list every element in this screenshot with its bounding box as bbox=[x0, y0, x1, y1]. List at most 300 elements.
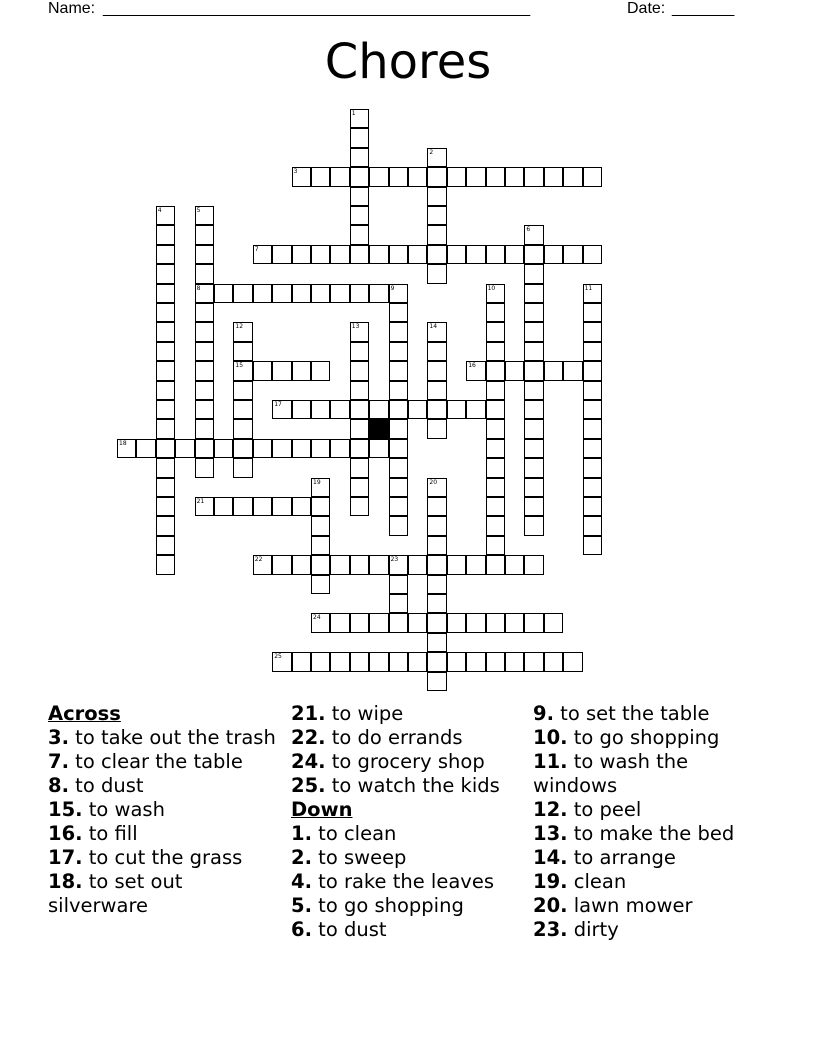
grid-cell[interactable] bbox=[311, 400, 330, 419]
grid-cell[interactable] bbox=[524, 167, 543, 186]
grid-cell[interactable] bbox=[389, 439, 408, 458]
grid-cell[interactable] bbox=[233, 381, 252, 400]
grid-cell[interactable] bbox=[524, 303, 543, 322]
grid-cell[interactable] bbox=[292, 245, 311, 264]
grid-cell[interactable] bbox=[369, 400, 388, 419]
grid-cell[interactable] bbox=[524, 555, 543, 574]
grid-cell[interactable] bbox=[505, 652, 524, 671]
grid-cell[interactable] bbox=[583, 342, 602, 361]
grid-cell[interactable] bbox=[311, 478, 330, 497]
grid-cell[interactable] bbox=[272, 245, 291, 264]
grid-cell[interactable] bbox=[524, 478, 543, 497]
grid-cell[interactable] bbox=[311, 516, 330, 535]
grid-cell[interactable] bbox=[427, 613, 446, 632]
grid-cell[interactable] bbox=[350, 613, 369, 632]
grid-cell[interactable] bbox=[350, 342, 369, 361]
grid-cell[interactable] bbox=[350, 128, 369, 147]
grid-cell[interactable] bbox=[486, 613, 505, 632]
grid-cell[interactable] bbox=[466, 613, 485, 632]
grid-cell[interactable] bbox=[427, 322, 446, 341]
grid-cell[interactable] bbox=[524, 652, 543, 671]
grid-cell[interactable] bbox=[466, 555, 485, 574]
grid-cell[interactable] bbox=[486, 516, 505, 535]
grid-cell[interactable] bbox=[350, 400, 369, 419]
grid-cell[interactable] bbox=[292, 497, 311, 516]
grid-cell[interactable] bbox=[369, 167, 388, 186]
grid-cell[interactable] bbox=[195, 303, 214, 322]
clue-num: 8. bbox=[48, 774, 69, 797]
grid-cell[interactable] bbox=[156, 264, 175, 283]
grid-cell[interactable] bbox=[350, 206, 369, 225]
grid-cell[interactable] bbox=[524, 439, 543, 458]
grid-cell[interactable] bbox=[486, 497, 505, 516]
grid-cell[interactable] bbox=[447, 245, 466, 264]
grid-cell[interactable] bbox=[350, 167, 369, 186]
grid-cell[interactable] bbox=[330, 284, 349, 303]
grid-cell[interactable] bbox=[486, 478, 505, 497]
grid-cell[interactable] bbox=[389, 322, 408, 341]
grid-cell[interactable] bbox=[583, 458, 602, 477]
down-clue bbox=[291, 894, 523, 918]
grid-cell[interactable] bbox=[524, 419, 543, 438]
grid-cell[interactable] bbox=[253, 555, 272, 574]
grid-cell[interactable] bbox=[156, 381, 175, 400]
grid-cell[interactable] bbox=[486, 400, 505, 419]
grid-cell[interactable] bbox=[583, 400, 602, 419]
grid-cell[interactable] bbox=[486, 284, 505, 303]
clue-num: 11. bbox=[533, 750, 568, 773]
grid-cell[interactable] bbox=[524, 381, 543, 400]
grid-cell[interactable] bbox=[563, 361, 582, 380]
grid-cell[interactable] bbox=[389, 245, 408, 264]
grid-cell[interactable] bbox=[524, 284, 543, 303]
grid-cell[interactable] bbox=[369, 284, 388, 303]
grid-cell[interactable] bbox=[524, 361, 543, 380]
grid-cell[interactable] bbox=[524, 342, 543, 361]
grid-cell[interactable] bbox=[583, 381, 602, 400]
grid-cell[interactable] bbox=[427, 342, 446, 361]
clue-num: 22. bbox=[291, 726, 326, 749]
grid-cell[interactable] bbox=[233, 458, 252, 477]
page-title: Chores bbox=[324, 34, 492, 90]
grid-cell[interactable] bbox=[524, 400, 543, 419]
clue-num: 20. bbox=[533, 894, 568, 917]
across-clue bbox=[48, 726, 280, 750]
grid-cell[interactable] bbox=[311, 555, 330, 574]
grid-cell[interactable] bbox=[427, 264, 446, 283]
grid-cell[interactable] bbox=[447, 167, 466, 186]
grid-cell[interactable] bbox=[156, 536, 175, 555]
grid-cell[interactable] bbox=[524, 225, 543, 244]
grid-cell[interactable] bbox=[175, 439, 194, 458]
grid-cell[interactable] bbox=[408, 652, 427, 671]
grid-cell[interactable] bbox=[350, 652, 369, 671]
grid-cell[interactable] bbox=[350, 284, 369, 303]
clue-number: 4 bbox=[157, 207, 162, 214]
grid-cell[interactable] bbox=[466, 245, 485, 264]
clue-text: dirty bbox=[567, 918, 619, 941]
grid-cell[interactable] bbox=[544, 167, 563, 186]
grid-cell[interactable] bbox=[156, 400, 175, 419]
grid-cell[interactable] bbox=[195, 361, 214, 380]
grid-cell[interactable] bbox=[544, 361, 563, 380]
grid-cell[interactable] bbox=[486, 303, 505, 322]
grid-cell[interactable] bbox=[369, 245, 388, 264]
grid-cell[interactable] bbox=[156, 361, 175, 380]
grid-cell[interactable] bbox=[311, 245, 330, 264]
grid-cell[interactable] bbox=[466, 167, 485, 186]
grid-cell[interactable] bbox=[389, 381, 408, 400]
grid-cell[interactable] bbox=[272, 284, 291, 303]
grid-cell[interactable] bbox=[330, 439, 349, 458]
grid-cell[interactable] bbox=[272, 439, 291, 458]
grid-cell[interactable] bbox=[195, 225, 214, 244]
grid-cell[interactable] bbox=[350, 361, 369, 380]
grid-cell[interactable] bbox=[583, 303, 602, 322]
grid-cell[interactable] bbox=[505, 245, 524, 264]
grid-cell[interactable] bbox=[292, 439, 311, 458]
grid-cell[interactable] bbox=[330, 555, 349, 574]
grid-cell[interactable] bbox=[253, 361, 272, 380]
grid-cell[interactable] bbox=[350, 187, 369, 206]
grid-cell[interactable] bbox=[330, 613, 349, 632]
grid-cell[interactable] bbox=[583, 284, 602, 303]
grid-cell[interactable] bbox=[389, 497, 408, 516]
clue-text: lawn mower bbox=[567, 894, 693, 917]
grid-cell[interactable] bbox=[544, 245, 563, 264]
grid-cell[interactable] bbox=[311, 652, 330, 671]
down-clue bbox=[533, 918, 773, 942]
down-clue bbox=[533, 846, 773, 870]
grid-cell[interactable] bbox=[350, 148, 369, 167]
grid-cell[interactable] bbox=[195, 400, 214, 419]
grid-cell[interactable] bbox=[311, 361, 330, 380]
grid-cell[interactable] bbox=[583, 245, 602, 264]
grid-cell[interactable] bbox=[195, 284, 214, 303]
grid-cell[interactable] bbox=[156, 555, 175, 574]
grid-cell[interactable] bbox=[427, 245, 446, 264]
grid-cell[interactable] bbox=[156, 284, 175, 303]
grid-cell[interactable] bbox=[311, 536, 330, 555]
grid-cell[interactable] bbox=[311, 497, 330, 516]
grid-cell[interactable] bbox=[117, 439, 136, 458]
grid-cell[interactable] bbox=[233, 497, 252, 516]
grid-cell[interactable] bbox=[486, 536, 505, 555]
grid-cell[interactable] bbox=[389, 342, 408, 361]
grid-cell[interactable] bbox=[156, 516, 175, 535]
grid-cell[interactable] bbox=[195, 264, 214, 283]
grid-cell[interactable] bbox=[330, 652, 349, 671]
grid-cell[interactable] bbox=[156, 225, 175, 244]
grid-cell[interactable] bbox=[486, 555, 505, 574]
name-line[interactable]: ________________________________________________ bbox=[103, 0, 531, 17]
grid-cell[interactable] bbox=[427, 478, 446, 497]
grid-cell[interactable] bbox=[427, 575, 446, 594]
clue-text: to peel bbox=[567, 798, 642, 821]
clue-text: to wipe bbox=[325, 702, 404, 725]
grid-cell[interactable] bbox=[408, 555, 427, 574]
grid-cell[interactable] bbox=[583, 419, 602, 438]
grid-cell[interactable] bbox=[505, 361, 524, 380]
grid-cell[interactable] bbox=[427, 497, 446, 516]
grid-cell[interactable] bbox=[583, 322, 602, 341]
grid-cell[interactable] bbox=[389, 516, 408, 535]
grid-cell[interactable] bbox=[369, 439, 388, 458]
grid-cell[interactable] bbox=[389, 400, 408, 419]
grid-cell[interactable] bbox=[292, 400, 311, 419]
grid-cell[interactable] bbox=[389, 458, 408, 477]
grid-cell[interactable] bbox=[408, 167, 427, 186]
grid-cell[interactable] bbox=[233, 439, 252, 458]
grid-cell[interactable] bbox=[311, 575, 330, 594]
grid-cell[interactable] bbox=[427, 400, 446, 419]
grid-cell[interactable] bbox=[466, 652, 485, 671]
grid-cell[interactable] bbox=[524, 245, 543, 264]
grid-cell[interactable] bbox=[156, 322, 175, 341]
grid-cell[interactable] bbox=[156, 497, 175, 516]
grid-cell[interactable] bbox=[427, 594, 446, 613]
grid-cell[interactable] bbox=[156, 245, 175, 264]
grid-cell[interactable] bbox=[524, 458, 543, 477]
grid-cell[interactable] bbox=[427, 381, 446, 400]
grid-cell[interactable] bbox=[272, 400, 291, 419]
clue-text: to dust bbox=[311, 918, 387, 941]
grid-cell[interactable] bbox=[563, 652, 582, 671]
grid-cell[interactable] bbox=[389, 652, 408, 671]
clue-num: 12. bbox=[533, 798, 568, 821]
grid-cell[interactable] bbox=[253, 245, 272, 264]
grid-cell[interactable] bbox=[389, 419, 408, 438]
grid-cell[interactable] bbox=[486, 361, 505, 380]
grid-cell[interactable] bbox=[427, 555, 446, 574]
date-label: Date: bbox=[627, 0, 666, 17]
grid-cell[interactable] bbox=[156, 206, 175, 225]
grid-cell[interactable] bbox=[486, 458, 505, 477]
grid-cell[interactable] bbox=[330, 400, 349, 419]
grid-cell[interactable] bbox=[427, 516, 446, 535]
grid-cell[interactable] bbox=[350, 381, 369, 400]
grid-cell[interactable] bbox=[427, 633, 446, 652]
grid-cell[interactable] bbox=[136, 439, 155, 458]
grid-cell[interactable] bbox=[195, 381, 214, 400]
grid-cell[interactable] bbox=[583, 167, 602, 186]
grid-cell[interactable] bbox=[505, 555, 524, 574]
grid-cell[interactable] bbox=[427, 672, 446, 691]
grid-cell[interactable] bbox=[427, 167, 446, 186]
grid-cell[interactable] bbox=[253, 284, 272, 303]
clue-number: 17 bbox=[274, 401, 282, 408]
clue-text: to wash bbox=[82, 798, 165, 821]
grid-cell[interactable] bbox=[253, 439, 272, 458]
grid-cell[interactable] bbox=[486, 652, 505, 671]
grid-cell[interactable] bbox=[427, 225, 446, 244]
grid-cell[interactable] bbox=[583, 516, 602, 535]
grid-cell[interactable] bbox=[524, 322, 543, 341]
grid-cell[interactable] bbox=[447, 555, 466, 574]
grid-cell[interactable] bbox=[195, 497, 214, 516]
grid-cell[interactable] bbox=[389, 594, 408, 613]
grid-cell[interactable] bbox=[156, 458, 175, 477]
grid-cell[interactable] bbox=[583, 497, 602, 516]
grid-cell[interactable] bbox=[195, 419, 214, 438]
grid-cell[interactable] bbox=[233, 342, 252, 361]
clue-number: 22 bbox=[254, 556, 263, 564]
grid-cell[interactable] bbox=[350, 497, 369, 516]
grid-cell[interactable] bbox=[486, 167, 505, 186]
clue-num: 16. bbox=[48, 822, 83, 845]
grid-cell[interactable] bbox=[195, 439, 214, 458]
grid-cell[interactable] bbox=[427, 206, 446, 225]
grid-cell[interactable] bbox=[389, 575, 408, 594]
grid-cell[interactable] bbox=[369, 652, 388, 671]
grid-cell[interactable] bbox=[389, 478, 408, 497]
grid-cell[interactable] bbox=[408, 613, 427, 632]
grid-cell[interactable] bbox=[427, 419, 446, 438]
grid-cell[interactable] bbox=[389, 284, 408, 303]
grid-cell[interactable] bbox=[389, 303, 408, 322]
grid-cell[interactable] bbox=[272, 497, 291, 516]
grid-cell[interactable] bbox=[389, 167, 408, 186]
grid-cell[interactable] bbox=[486, 419, 505, 438]
grid-cell[interactable] bbox=[292, 361, 311, 380]
grid-cell[interactable] bbox=[583, 361, 602, 380]
grid-cell[interactable] bbox=[272, 652, 291, 671]
grid-cell[interactable] bbox=[233, 419, 252, 438]
grid-cell[interactable] bbox=[486, 381, 505, 400]
grid-cell[interactable] bbox=[253, 497, 272, 516]
grid-cell[interactable] bbox=[156, 303, 175, 322]
grid-cell[interactable] bbox=[233, 284, 252, 303]
grid-cell[interactable] bbox=[233, 361, 252, 380]
grid-cell[interactable] bbox=[195, 245, 214, 264]
grid-cell[interactable] bbox=[350, 109, 369, 128]
grid-cell[interactable] bbox=[214, 497, 233, 516]
grid-cell[interactable] bbox=[233, 400, 252, 419]
grid-cell[interactable] bbox=[311, 439, 330, 458]
grid-cell[interactable] bbox=[292, 652, 311, 671]
grid-cell[interactable] bbox=[447, 613, 466, 632]
grid-cell[interactable] bbox=[369, 613, 388, 632]
across-clue bbox=[48, 798, 280, 822]
grid-cell[interactable] bbox=[292, 167, 311, 186]
grid-cell[interactable] bbox=[350, 458, 369, 477]
grid-cell[interactable] bbox=[369, 555, 388, 574]
down-clue bbox=[291, 822, 523, 846]
grid-cell[interactable] bbox=[583, 439, 602, 458]
clue-text: to clean bbox=[311, 822, 397, 845]
grid-cell[interactable] bbox=[524, 497, 543, 516]
grid-cell[interactable] bbox=[330, 245, 349, 264]
grid-cell[interactable] bbox=[156, 439, 175, 458]
name-label: Name: bbox=[48, 0, 96, 17]
grid-cell[interactable] bbox=[447, 652, 466, 671]
grid-cell[interactable] bbox=[350, 322, 369, 341]
grid-cell[interactable] bbox=[427, 148, 446, 167]
grid-cell[interactable] bbox=[389, 555, 408, 574]
grid-cell[interactable] bbox=[563, 167, 582, 186]
grid-cell[interactable] bbox=[524, 613, 543, 632]
clue-num: 15. bbox=[48, 798, 83, 821]
grid-cell[interactable] bbox=[311, 613, 330, 632]
grid-cell[interactable] bbox=[311, 284, 330, 303]
clue-column-2 bbox=[291, 702, 523, 942]
grid-cell[interactable] bbox=[486, 322, 505, 341]
grid-cell[interactable] bbox=[524, 516, 543, 535]
grid-cell[interactable] bbox=[350, 419, 369, 438]
date-line[interactable]: _______ bbox=[672, 0, 735, 17]
clue-number: 8 bbox=[196, 284, 201, 292]
clue-num: 24. bbox=[291, 750, 326, 773]
grid-cell[interactable] bbox=[486, 245, 505, 264]
grid-cell[interactable] bbox=[311, 167, 330, 186]
down-clue bbox=[533, 726, 773, 750]
grid-cell[interactable] bbox=[272, 555, 291, 574]
clue-num: 23. bbox=[533, 918, 568, 941]
grid-cell[interactable] bbox=[350, 225, 369, 244]
grid-cell[interactable] bbox=[389, 361, 408, 380]
grid-cell[interactable] bbox=[544, 652, 563, 671]
grid-cell[interactable] bbox=[408, 245, 427, 264]
grid-cell[interactable] bbox=[233, 322, 252, 341]
grid-cell[interactable] bbox=[350, 555, 369, 574]
clue-text: to set the table bbox=[553, 702, 710, 725]
grid-cell[interactable] bbox=[195, 206, 214, 225]
grid-cell[interactable] bbox=[350, 439, 369, 458]
grid-cell[interactable] bbox=[195, 322, 214, 341]
grid-cell[interactable] bbox=[195, 342, 214, 361]
grid-cell[interactable] bbox=[583, 478, 602, 497]
clue-number: 14 bbox=[429, 323, 438, 331]
clue-number: 12 bbox=[235, 323, 244, 331]
grid-cell[interactable] bbox=[389, 613, 408, 632]
grid-cell[interactable] bbox=[486, 439, 505, 458]
grid-cell[interactable] bbox=[524, 264, 543, 283]
grid-cell[interactable] bbox=[292, 555, 311, 574]
grid-cell[interactable] bbox=[505, 167, 524, 186]
grid-cell[interactable] bbox=[156, 419, 175, 438]
grid-cell[interactable] bbox=[427, 652, 446, 671]
grid-cell[interactable] bbox=[408, 400, 427, 419]
clue-num: 17. bbox=[48, 846, 83, 869]
grid-cell[interactable] bbox=[466, 400, 485, 419]
grid-cell[interactable] bbox=[214, 439, 233, 458]
grid-cell[interactable] bbox=[272, 361, 291, 380]
grid-cell[interactable] bbox=[447, 400, 466, 419]
grid-cell[interactable] bbox=[427, 536, 446, 555]
grid-cell[interactable] bbox=[195, 458, 214, 477]
grid-cell[interactable] bbox=[563, 245, 582, 264]
grid-cell[interactable] bbox=[427, 361, 446, 380]
grid-cell[interactable] bbox=[330, 167, 349, 186]
clue-number: 9 bbox=[390, 284, 395, 292]
grid-cell[interactable] bbox=[427, 187, 446, 206]
grid-cell[interactable] bbox=[583, 536, 602, 555]
grid-cell[interactable] bbox=[544, 613, 563, 632]
grid-cell[interactable] bbox=[350, 245, 369, 264]
clue-text: to do errands bbox=[325, 726, 463, 749]
grid-cell[interactable] bbox=[292, 284, 311, 303]
grid-cell[interactable] bbox=[156, 478, 175, 497]
grid-cell[interactable] bbox=[466, 361, 485, 380]
grid-cell[interactable] bbox=[486, 342, 505, 361]
grid-cell[interactable] bbox=[350, 478, 369, 497]
clue-number: 16 bbox=[468, 362, 476, 370]
grid-cell[interactable] bbox=[214, 284, 233, 303]
clue-number: 21 bbox=[196, 498, 205, 505]
grid-cell[interactable] bbox=[505, 613, 524, 632]
clue-number: 10 bbox=[487, 284, 496, 292]
grid-cell[interactable] bbox=[156, 342, 175, 361]
